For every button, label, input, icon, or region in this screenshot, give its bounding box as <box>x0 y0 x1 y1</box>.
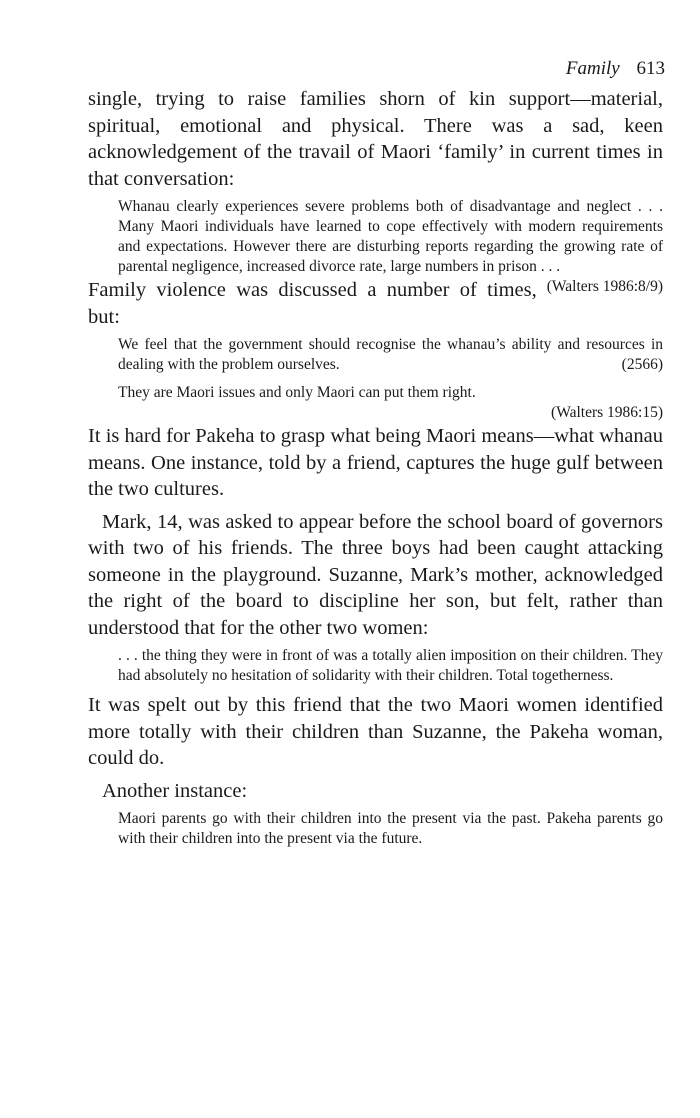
paragraph-4: Mark, 14, was asked to appear before the school board of governors with two of his friends. The three boys had been caught attacking someone in the playground. Suzanne, Mark’s mother, acknowledged the right of the board to discipline her son, but felt, rather than understood that for the other two women: <box>88 510 663 639</box>
block-quote-1-text: Whanau clearly experiences severe problems both of disadvantage and neglect . . . Many Maori individuals have learned to cope effectively with modern requirements and expectations. However there are disturbing reports regarding the growing rate of parental negligence, increased divorce rate, large numbers in prison . . . <box>118 198 663 275</box>
block-quote-5 <box>88 809 663 849</box>
block-quote-3-text: They are Maori issues and only Maori can put them right. <box>118 384 476 401</box>
paragraph-1: single, trying to raise families shorn of kin support—material, spiritual, emotional and physical. There was a sad, keen acknowledgement of the travail of Maori ‘family’ in current times in that conversation: <box>88 88 663 190</box>
block-quote-1-citation: (Walters 1986:8/9) <box>546 278 663 295</box>
running-head <box>566 58 665 80</box>
block-quote-4-text: . . . the thing they were in front of was a totally alien imposition on their children. They had absolutely no hesitation of solidarity with their children. Total togetherness. <box>118 647 663 684</box>
paragraph-3: It is hard for Pakeha to grasp what being Maori means—what whanau means. One instance, told by a friend, captures the huge gulf between the two cultures. <box>88 425 663 500</box>
block-quote-2-citation: (2566) <box>621 356 663 373</box>
block-quote-2 <box>88 335 663 375</box>
block-quote-1 <box>88 197 663 295</box>
block-quote-5-text: Maori parents go with their children into the present via the past. Pakeha parents go with their children into the present via the future. <box>118 810 663 847</box>
block-quote-4 <box>88 646 663 686</box>
paragraph-5: It was spelt out by this friend that the two Maori women identified more totally with their children than Suzanne, the Pakeha woman, could do. <box>88 694 663 769</box>
running-head-title: Family <box>565 58 620 79</box>
block-quote-2-text: We feel that the government should recognise the whanau’s ability and resources in dealing with the problem ourselves. <box>118 336 663 373</box>
block-quote-3 <box>88 383 663 423</box>
body-text <box>88 86 663 849</box>
paragraph-6: Another instance: <box>102 779 248 802</box>
paragraph-2: Family violence was discussed a number of times, but: <box>88 279 537 328</box>
block-quote-3-citation: (Walters 1986:15) <box>551 404 663 421</box>
page-number: 613 <box>636 58 665 79</box>
